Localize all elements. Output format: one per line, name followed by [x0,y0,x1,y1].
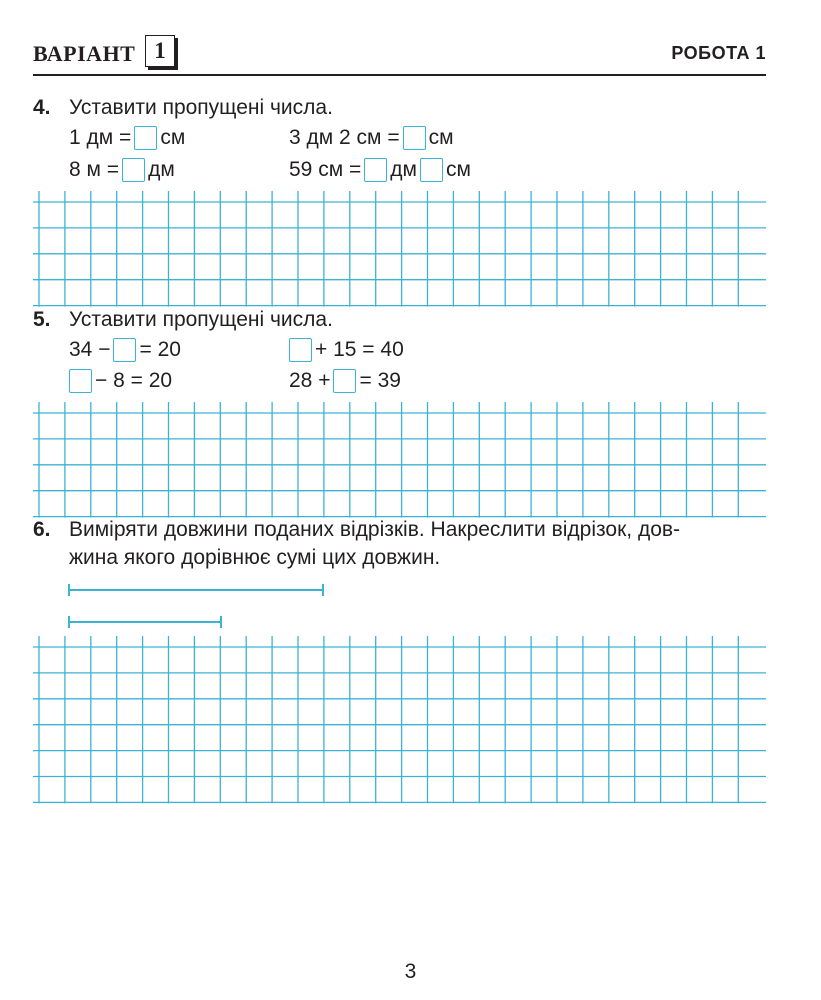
task-6-text-line-2: жина якого дорівнює сумі цих довжин. [69,546,441,569]
segment-endpoint [322,584,324,596]
expr-text: 34 − [69,338,111,361]
task-5-row-1b [286,336,404,364]
answer-grid-task-4[interactable] [33,191,766,307]
answer-box[interactable] [403,126,426,150]
task-6-number: 6. [33,518,51,541]
segment-endpoint [220,616,222,628]
expr-text: 1 дм = [69,126,132,149]
expr-text: 59 см = [289,158,362,181]
task-4-row-2a [69,156,175,184]
segment-endpoint [68,616,70,628]
answer-box[interactable] [420,158,443,182]
answer-box[interactable] [69,369,92,393]
expr-text: − 8 = 20 [95,369,173,392]
answer-box[interactable] [333,369,356,393]
answer-box[interactable] [113,338,136,362]
page-number: 3 [404,960,417,983]
expr-text: см [445,158,471,181]
expr-text: = 39 [359,369,401,392]
expr-text: дм [148,158,175,181]
segment-endpoint [68,584,70,596]
task-5-text: Уставити пропущені числа. [69,308,333,331]
page-header [33,33,766,75]
answer-grid-task-6[interactable] [33,636,766,804]
answer-box[interactable] [364,158,387,182]
expr-text: 28 + [289,369,331,392]
task-4-number: 4. [33,96,51,119]
expr-text: 3 дм 2 см = [289,126,400,149]
segment-long [68,584,324,596]
expr-text: 8 м = [69,158,120,181]
task-5-row-2a [66,367,172,395]
variant-number-box: 1 [145,35,175,67]
task-4-row-2b [289,156,471,184]
expr-text: см [428,126,454,149]
expr-text: + 15 = 40 [315,338,404,361]
segment-line [68,589,324,591]
expr-text: = 20 [139,338,181,361]
task-5-row-2b [289,367,401,395]
answer-box[interactable] [289,338,312,362]
answer-box[interactable] [122,158,145,182]
segment-short [68,616,222,628]
header-divider [33,74,766,76]
answer-box[interactable] [134,126,157,150]
task-5-number: 5. [33,308,51,331]
task-6-text-line-1: Виміряти довжини поданих відрізків. Накреслити відрізок, дов- [69,518,681,541]
expr-text: дм [390,158,417,181]
task-5-row-1a [69,336,181,364]
task-4-text: Уставити пропущені числа. [69,96,333,119]
task-4-row-1a [69,124,185,152]
expr-text: см [160,126,186,149]
answer-grid-task-5[interactable] [33,402,766,518]
variant-label: ВАРІАНТ [33,41,136,66]
task-4-row-1b [289,124,454,152]
work-label: РОБОТА 1 [671,43,766,63]
segment-line [68,621,222,623]
